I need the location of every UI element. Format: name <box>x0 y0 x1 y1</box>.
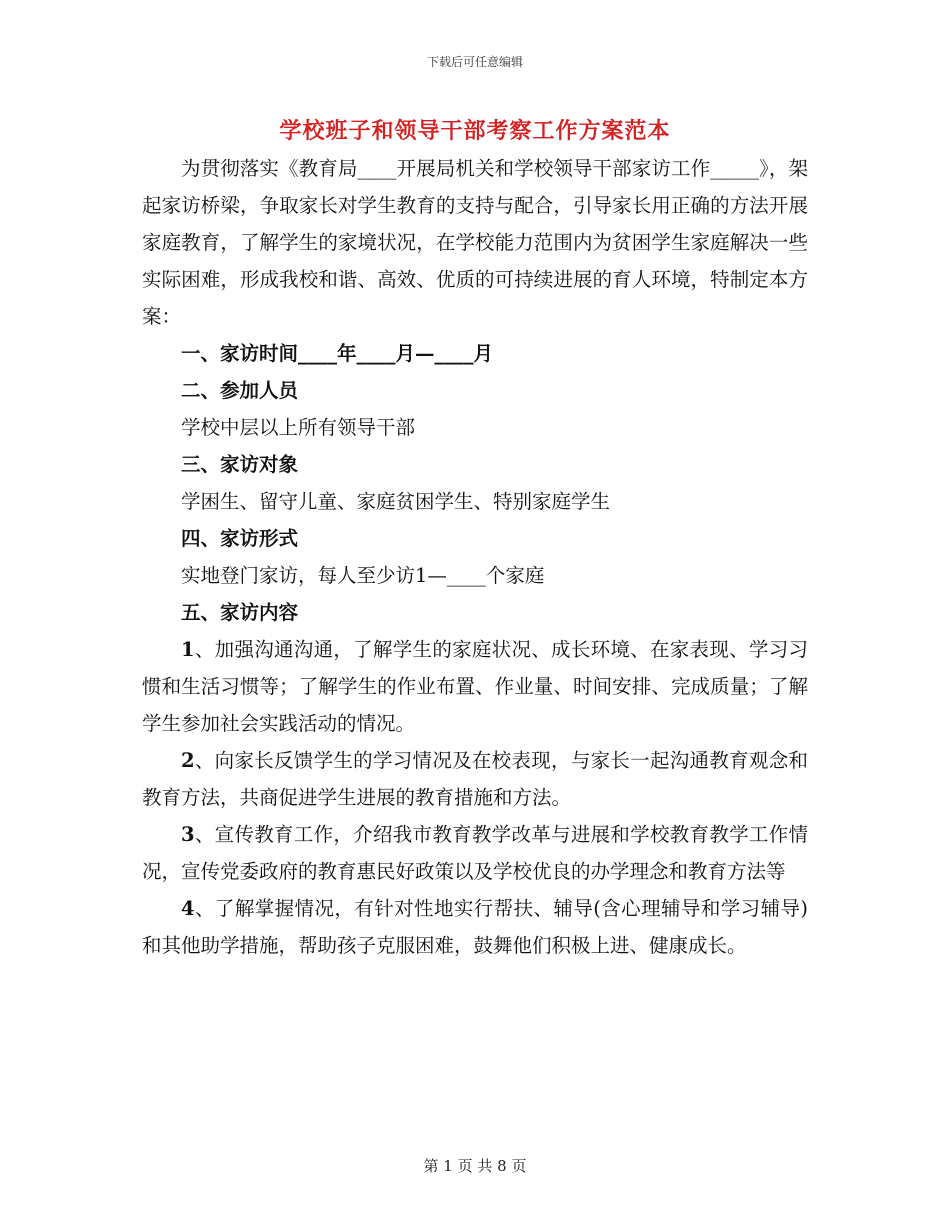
intro-paragraph: 为贯彻落实《教育局____开展局机关和学校领导干部家访工作_____》，架起家访桥梁，争取家长对学生教育的支持与配合，引导家长用正确的方法开展家庭教育，了解学生的家境状况，在学校能力范围内为贫困学生家庭解决一些实际困难，形成我校和谐、高效、优质的可持续进展的育人环境，特制定本方案： <box>142 157 808 328</box>
document-body <box>142 150 808 964</box>
section-heading-form: 四、家访形式 <box>181 527 299 550</box>
section-heading-participants: 二、参加人员 <box>181 379 299 402</box>
item-text: 、向家长反馈学生的学习情况及在校表现，与家长一起沟通教育观念和教育方法，共商促进学生进展的教育措施和方法。 <box>142 749 808 809</box>
item-text: 、加强沟通沟通，了解学生的家庭状况、成长环境、在家表现、学习习惯和生活习惯等；了解学生的作业布置、作业量、时间安排、完成质量；了解学生参加社会实践活动的情况。 <box>142 638 808 735</box>
content-item-4 <box>142 890 808 964</box>
section-body-form: 实地登门家访，每人至少访1—____个家庭 <box>181 564 545 587</box>
section-body-participants: 学校中层以上所有领导干部 <box>181 416 416 439</box>
content-item-2 <box>142 742 808 816</box>
item-number: 2 <box>181 749 195 772</box>
page-header-note: 下载后可任意编辑 <box>426 55 523 69</box>
item-number: 3 <box>181 823 195 846</box>
section-heading-visit-time: 一、家访时间____年____月—____月 <box>181 342 494 365</box>
item-text: 、宣传教育工作，介绍我市教育教学改革与进展和学校教育教学工作情况，宣传党委政府的教育惠民好政策以及学校优良的办学理念和教育方法等 <box>142 823 808 883</box>
document-title: 学校班子和领导干部考察工作方案范本 <box>279 118 671 144</box>
content-item-3 <box>142 816 808 890</box>
content-item-1 <box>142 631 808 742</box>
section-body-targets: 学困生、留守儿童、家庭贫困学生、特别家庭学生 <box>181 490 611 513</box>
item-number: 1 <box>181 638 195 661</box>
item-text: 、了解掌握情况，有针对性地实行帮扶、辅导(含心理辅导和学习辅导)和其他助学措施，帮助孩子克服困难，鼓舞他们积极上进、健康成长。 <box>142 897 808 957</box>
page-footer: 第 1 页 共 8 页 <box>423 1157 527 1175</box>
section-heading-targets: 三、家访对象 <box>181 453 299 476</box>
item-number: 4 <box>181 897 195 920</box>
section-heading-content: 五、家访内容 <box>181 601 299 624</box>
